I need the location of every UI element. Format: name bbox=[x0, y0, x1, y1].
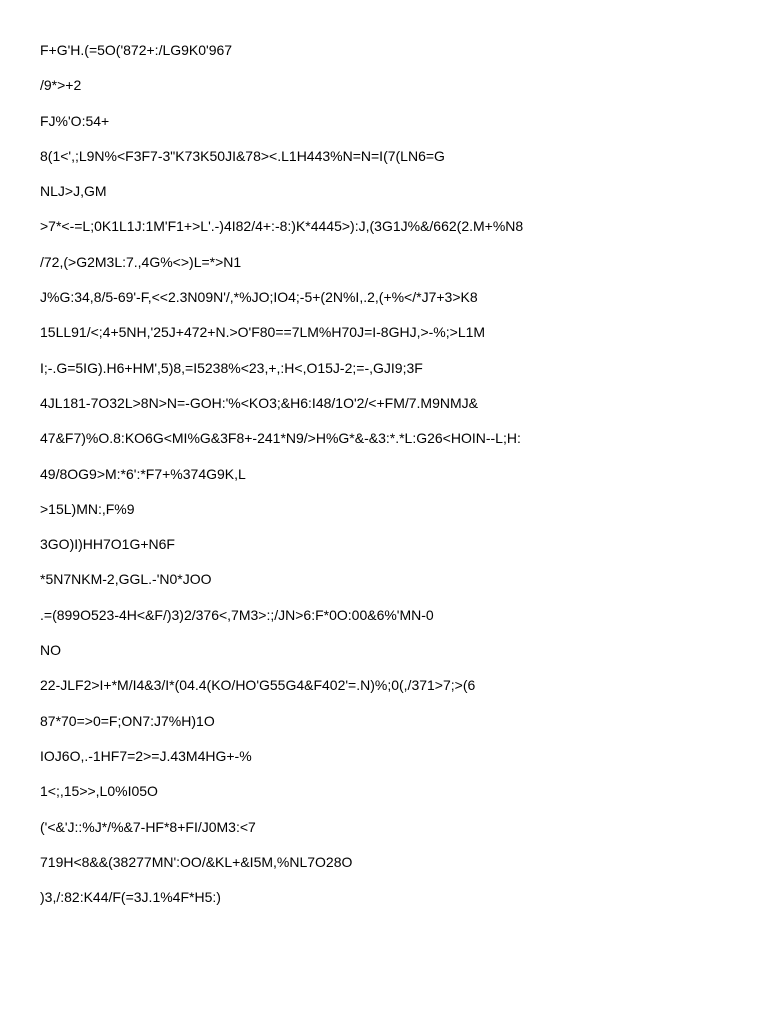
text-line: >7*<-=L;0K1L1J:1M'F1+>L'.-)4I82/4+:-8:)K*4445>):J,(3G1J%&/662(2.M+%N8 bbox=[40, 218, 524, 235]
text-line: >15L)MN:,F%9 bbox=[40, 500, 135, 517]
text-line: *5N7NKM-2,GGL.-'N0*JOO bbox=[40, 571, 212, 588]
text-line: 8(1<',;L9N%<F3F7-3"K73K50JI&78><.L1H443%N=N=I(7(LN6=G bbox=[40, 147, 445, 164]
text-line: I;-.G=5IG).H6+HM',5)8,=I5238%<23,+,:H<,O15J-2;=-,GJI9;3F bbox=[40, 359, 423, 376]
text-line: )3,/:82:K44/F(=3J.1%4F*H5:) bbox=[40, 889, 221, 906]
text-line: .=(899O523-4H<&F/)3)2/376<,7M3>:;/JN>6:F*0O:00&6%'MN-0 bbox=[40, 606, 434, 623]
text-line: 719H<8&&(38277MN':OO/&KL+&I5M,%NL7O28O bbox=[40, 853, 353, 870]
text-line: 49/8OG9>M:*6':*F7+%374G9K,L bbox=[40, 465, 246, 482]
text-line: ('<&'J::%J*/%&7-HF*8+FI/J0M3:<7 bbox=[40, 818, 256, 835]
text-line: 47&F7)%O.8:KO6G<MI%G&3F8+-241*N9/>H%G*&-&3:*.*L:G26<HOIN--L;H: bbox=[40, 430, 521, 447]
text-line: 1<;,15>>,L0%I05O bbox=[40, 783, 158, 800]
text-line: 15LL91/<;4+5NH,'25J+472+N.>O'F80==7LM%H70J=I-8GHJ,>-%;>L1M bbox=[40, 324, 486, 341]
text-line: /9*>+2 bbox=[40, 77, 82, 94]
document-body bbox=[40, 40, 740, 922]
text-line: IOJ6O,.-1HF7=2>=J.43M4HG+-% bbox=[40, 747, 252, 764]
text-line: F+G'H.(=5O('872+:/LG9K0'967 bbox=[40, 42, 233, 58]
text-line: FJ%'O:54+ bbox=[40, 112, 110, 129]
text-line: NO bbox=[40, 642, 61, 659]
text-line: 87*70=>0=F;ON7:J7%H)1O bbox=[40, 712, 215, 729]
text-line: J%G:34,8/5-69'-F,<<2.3N09N'/,*%JO;IO4;-5+(2N%I,.2,(+%</*J7+3>K8 bbox=[40, 289, 478, 306]
text-line: 22-JLF2>I+*M/I4&3/I*(04.4(KO/HO'G55G4&F402'=.N)%;0(,/371>7;>(6 bbox=[40, 677, 476, 694]
text-line: 3GO)I)HH7O1G+N6F bbox=[40, 536, 175, 553]
text-line: NLJ>J,GM bbox=[40, 183, 107, 200]
text-line: /72,(>G2M3L:7.,4G%<>)L=*>N1 bbox=[40, 253, 242, 270]
text-line: 4JL181-7O32L>8N>N=-GOH:'%<KO3;&H6:I48/1O'2/<+FM/7.M9NMJ& bbox=[40, 394, 478, 411]
